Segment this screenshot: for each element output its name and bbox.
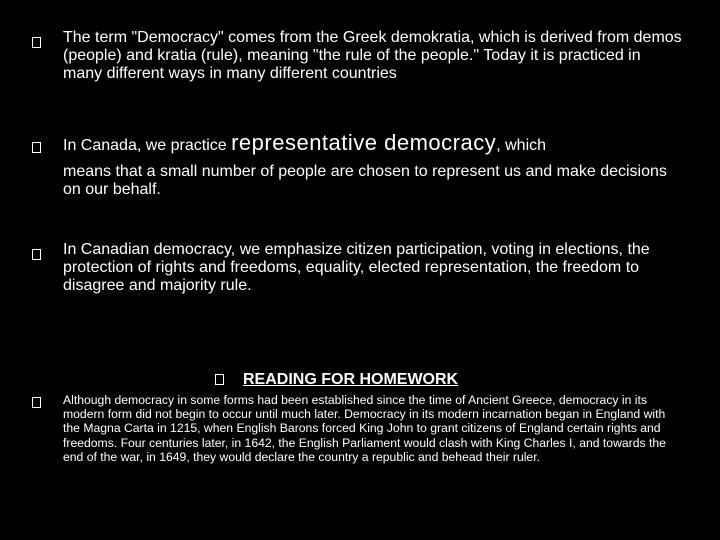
bullet-icon xyxy=(32,37,41,48)
bullet-icon xyxy=(215,374,224,385)
bullet-icon xyxy=(32,249,41,260)
history-paragraph: Although democracy in some forms had been established since the time of Ancient Greece, democracy in its modern form did not begin to occur until much later. Democracy in its modern incarnation began in England with the Magna Carta in 1215, when English Barons forced King John to grant citizens of England certain rights and freedoms. Four centuries later, in 1642, the English Parliament would clash with King Charles I, and towards the end of the war, in 1649, they would declare the country a republic and behead their ruler. xyxy=(63,393,666,464)
bullet-icon xyxy=(32,142,41,153)
representative-democracy-term: representative democracy xyxy=(231,130,497,155)
participation-paragraph: In Canadian democracy, we emphasize citizen participation, voting in elections, the protection of rights and freedoms, equality, elected representation, the freedom to disagree and majority rule. xyxy=(63,241,650,294)
canada-continued-text: means that a small number of people are chosen to represent us and make decisions on our behalf. xyxy=(63,163,667,198)
canada-intro-text: In Canada, we practice xyxy=(63,137,232,154)
canada-paragraph xyxy=(63,130,683,199)
homework-heading: READING FOR HOMEWORK xyxy=(243,371,459,388)
canada-tail-text: , which xyxy=(496,137,547,154)
bullet-icon xyxy=(32,397,41,408)
origin-paragraph: The term "Democracy" comes from the Greek demokratia, which is derived from demos (people) and kratia (rule), meaning "the rule of the people." Today it is practiced in many different ways in many different countries xyxy=(63,29,682,82)
